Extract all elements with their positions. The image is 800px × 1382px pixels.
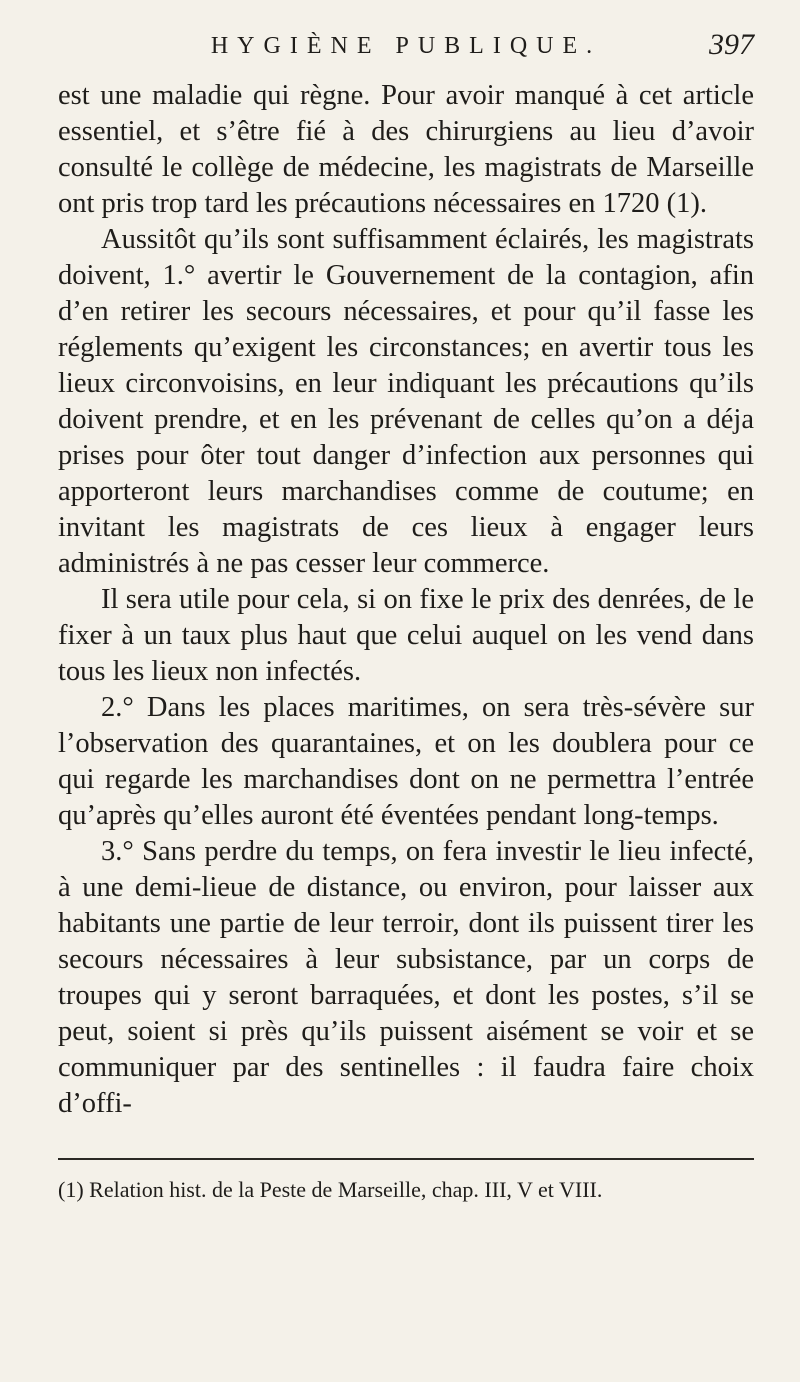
paragraph-magistrates-duties: Aussitôt qu’ils sont suffisamment éclairés, les magistrats doivent, 1.° avertir le Gouvernement de la contagion, afin d’en retirer les secours nécessaires, et pour qu’il fasse les réglements qu’exigent les circonstances; en avertir tous les lieux circonvoisins, en leur indiquant les précautions qu’ils doivent prendre, et en les prévenant de celles qu’on a déja prises pour ôter tout danger d’infection aux personnes qui apporteront leurs marchandises comme de coutume; en invitant les magistrats de ces lieux à engager leurs administrés à ne pas cesser leur commerce. [58,224,754,579]
page-number: 397 [709,28,754,61]
running-head [58,30,754,78]
paragraph-troop-cordon: 3.° Sans perdre du temps, on fera investir le lieu infecté, à une demi-lieue de distance, ou environ, pour laisser aux habitants une partie de leur terroir, dont ils puissent tirer les secours nécessaires à leur subsistance, par un corps de troupes qui y seront barraquées, et dont les postes, s’il se peut, soient si près qu’ils puissent aisément se voir et se communiquer par des sentinelles : il faudra faire choix d’offi- [58,836,754,1119]
main-text [58,78,754,1122]
paragraph-maritime-quarantine: 2.° Dans les places maritimes, on sera très-sévère sur l’observation des quarantaines, et on les doublera pour ce qui regarde les marchandises dont on ne permettra l’entrée qu’après qu’elles auront été éventées pendant long-temps. [58,692,754,831]
footnote-divider [58,1158,754,1160]
paragraph-continuation: est une maladie qui règne. Pour avoir manqué à cet article essentiel, et s’être fié à des chirurgiens au lieu d’avoir consulté le collège de médecine, les magistrats de Marseille ont pris trop tard les précautions nécessaires en 1720 (1). [58,80,754,219]
footnote: (1) Relation hist. de la Peste de Marseille, chap. III, V et VIII. [58,1177,603,1202]
running-head-title: HYGIÈNE PUBLIQUE. [210,33,602,59]
paragraph-food-prices: Il sera utile pour cela, si on fixe le prix des denrées, de le fixer à un taux plus haut que celui auquel on les vend dans tous les lieux non infectés. [58,584,754,687]
